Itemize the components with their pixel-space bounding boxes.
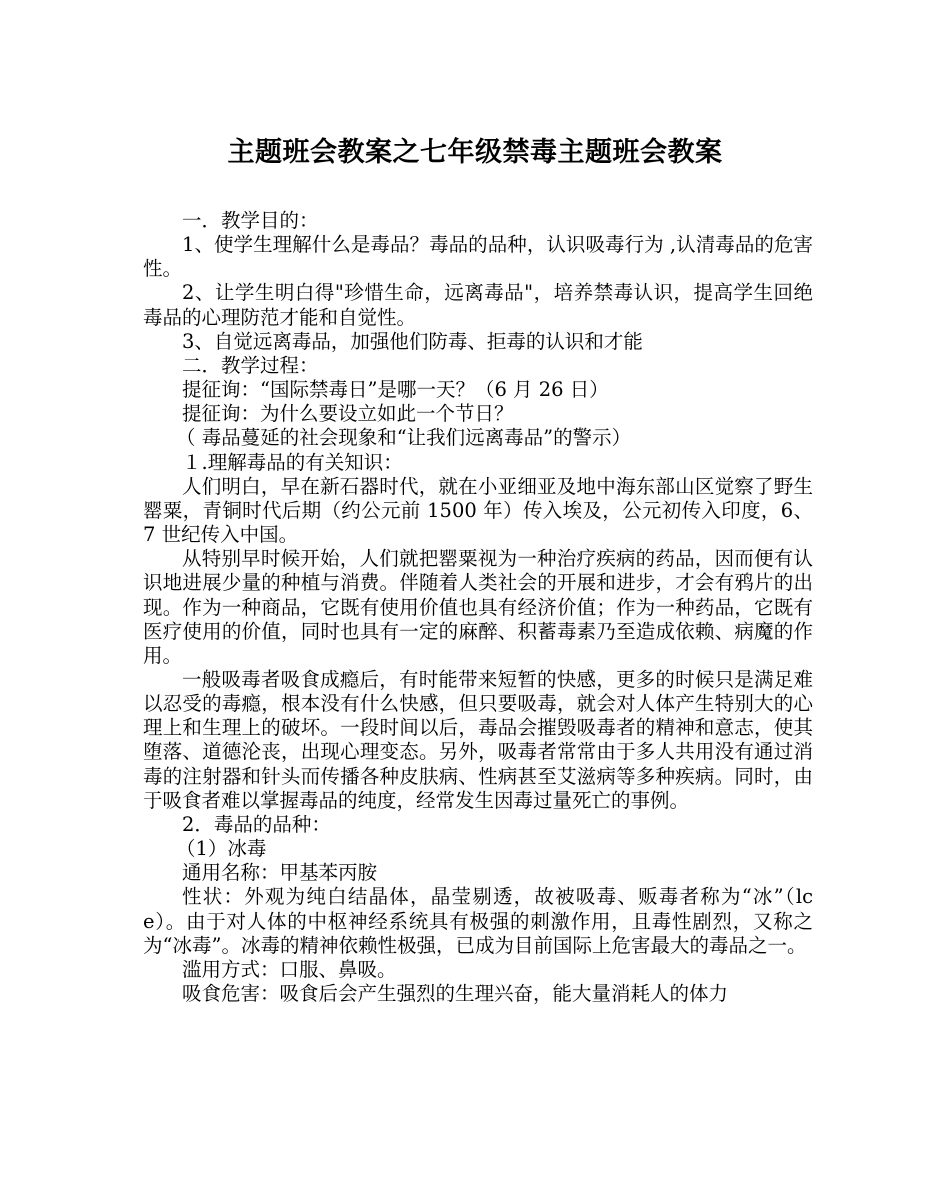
paragraph-goal-2: 2、让学生明白得"珍惜生命，远离毒品"，培养禁毒认识，提高学生回绝毒品的心理防范才能和自觉性。 xyxy=(143,281,813,329)
paragraph-question-1: 提征询：“国际禁毒日”是哪一天？（6 月 26 日） xyxy=(182,378,609,402)
paragraph-history: 人们明白，早在新石器时代，就在小亚细亚及地中海东部山区觉察了野生罂粟，青铜时代后期（约公元前 1500 年）传入埃及，公元初传入印度，6、7 世纪传入中国。 xyxy=(143,474,813,547)
paragraph-subheading-1: １.理解毒品的有关知识： xyxy=(182,450,403,474)
paragraph-medicine: 从特别早时候开始，人们就把罂粟视为一种治疗疾病的药品，因而便有认识地进展少量的种植与消费。伴随着人类社会的开展和进步，才会有鸦片的出现。作为一种商品，它既有使用价值也具有经济价值；作为一种药品，它既有医疗使用的价值，同时也具有一定的麻醉、积蓄毒素乃至造成依赖、病魔的作用。 xyxy=(143,547,813,667)
paragraph-abuse-method: 滥用方式：口服、鼻吸。 xyxy=(182,957,397,981)
paragraph-subheading-2: 2．毒品的品种： xyxy=(182,812,331,836)
paragraph-intake-harm: 吸食危害：吸食后会产生强烈的生理兴奋，能大量消耗人的体力 xyxy=(182,982,729,1005)
document-title: 主题班会教案之七年级禁毒主题班会教案 xyxy=(227,137,723,168)
paragraph-harm: 一般吸毒者吸食成瘾后，有时能带来短暂的快感，更多的时候只是满足难以忍受的毒瘾，根本没有什么快感，但只要吸毒，就会对人体产生特别大的心理上和生理上的破坏。一段时间以后，毒品会摧毁吸毒者的精神和意志，使其堕落、道德沦丧，出现心理变态。另外，吸毒者常常由于多人共用没有通过消毒的注射器和针头而传播各种皮肤病、性病甚至艾滋病等多种疾病。同时，由于吸食者难以掌握毒品的纯度，经常发生因毒过量死亡的事例。 xyxy=(143,667,813,812)
paragraph-item-1: （1）冰毒 xyxy=(176,837,267,861)
paragraph-goal-1: 1、使学生理解什么是毒品？毒品的品种，认识吸毒行为 ,认清毒品的危害性。 xyxy=(143,233,813,281)
paragraph-goal-3: 3、自觉远离毒品，加强他们防毒、拒毒的认识和才能 xyxy=(182,329,643,353)
paragraph-common-name: 通用名称：甲基苯丙胺 xyxy=(182,861,378,885)
paragraph-answer-note: （ 毒品蔓延的社会现象和“让我们远离毒品”的警示） xyxy=(176,426,632,450)
paragraph-section-1-heading: 一．教学目的： xyxy=(182,209,319,232)
paragraph-properties: 性状：外观为纯白结晶体，晶莹剔透，故被吸毒、贩毒者称为“冰”（lce）。由于对人体的中枢神经系统具有极强的刺激作用，且毒性剧烈，又称之为“冰毒”。冰毒的精神依赖性极强，已成为目前国际上危害最大的毒品之一。 xyxy=(143,885,813,957)
paragraph-section-2-heading: 二．教学过程： xyxy=(182,353,319,377)
document-body xyxy=(143,209,813,1006)
paragraph-question-2: 提征询：为什么要设立如此一个节日？ xyxy=(182,402,514,426)
